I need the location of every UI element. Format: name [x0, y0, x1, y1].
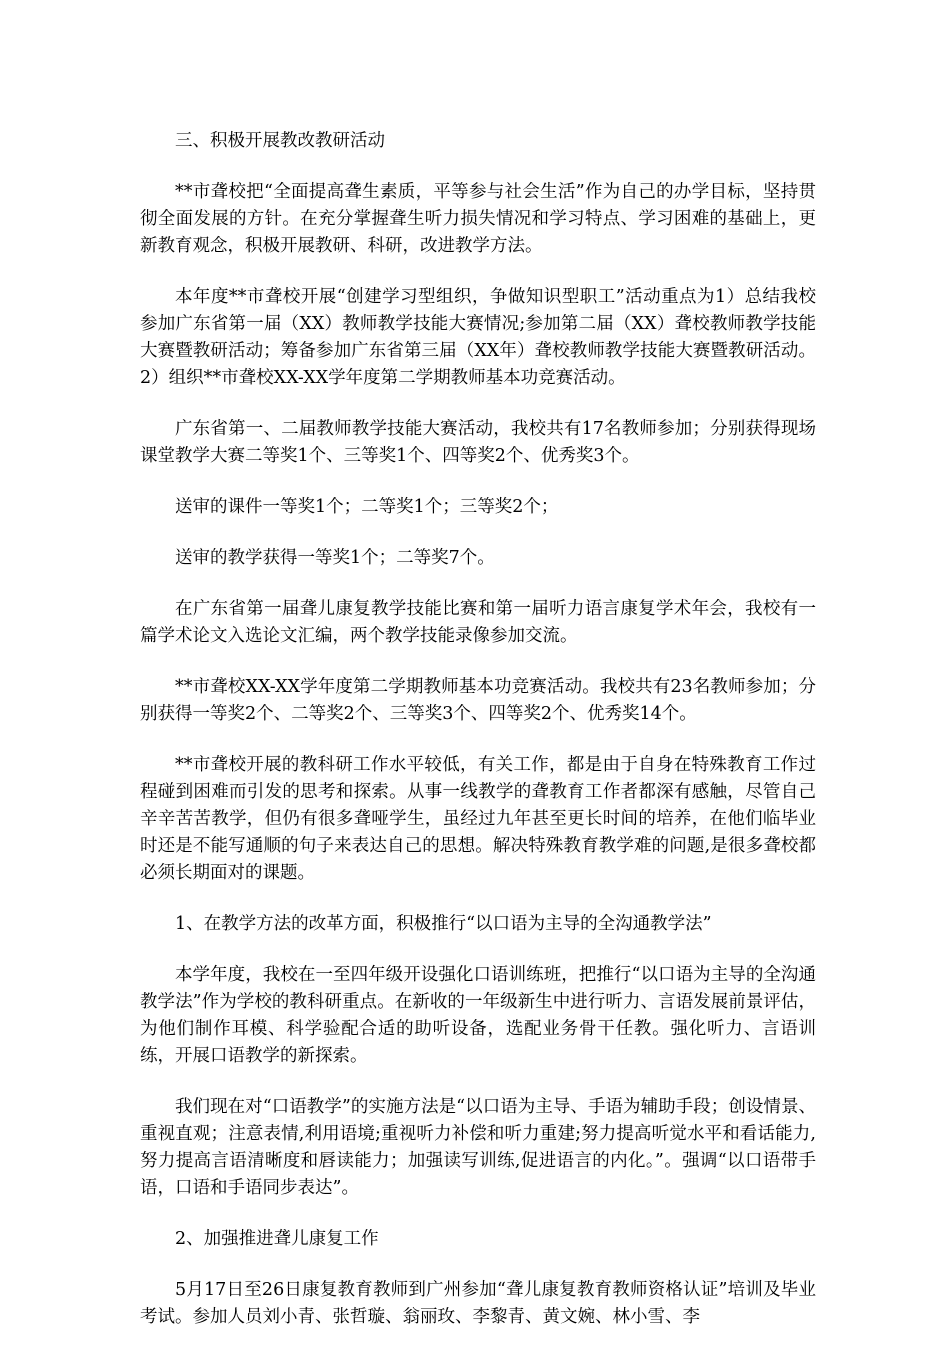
paragraph-rehab-training: 5月17日至26日康复教育教师到广州参加“聋儿康复教育教师资格认证”培训及毕业考试。参加人员刘小青、张哲璇、翁丽玫、李黎青、黄文婉、林小雪、李 — [140, 1280, 816, 1327]
paragraph-annual-activities: 本年度**市聋校开展“创建学习型组织，争做知识型职工”活动重点为1）总结我校参加广东省第一届（XX）教师教学技能大赛情况;参加第二届（XX）聋校教师教学技能大赛暨教研活动；筹备参加广东省第三届（XX年）聋校教师教学技能大赛暨教研活动。2）组织**市聋校XX-XX学年度第二学期教师基本功竞赛活动。 — [140, 287, 816, 388]
paragraph-oral-training: 本学年度，我校在一至四年级开设强化口语训练班，把推行“以口语为主导的全沟通教学法”作为学校的教科研重点。在新收的一年级新生中进行听力、言语发展前景评估，为他们制作耳模、科学验配合适的助听设备，选配业务骨干任教。强化听力、言语训练，开展口语教学的新探索。 — [140, 965, 816, 1066]
paragraph-research-level: **市聋校开展的教科研工作水平较低，有关工作，都是由于自身在特殊教育工作过程碰到困难而引发的思考和探索。从事一线教学的聋教育工作者都深有感触，尽管自己辛辛苦苦教学，但仍有很多聋哑学生，虽经过九年甚至更长时间的培养，在他们临毕业时还是不能写通顺的句子来表达自己的思想。解决特殊教育教学难的问题,是很多聋校都必须长期面对的课题。 — [140, 755, 816, 883]
subheading-rehab-work: 2、加强推进聋儿康复工作 — [175, 1229, 379, 1249]
paragraph-courseware-awards: 送审的课件一等奖1个；二等奖1个；三等奖2个； — [175, 497, 559, 517]
document-body — [140, 128, 816, 1355]
paragraph-school-goal: **市聋校把“全面提高聋生素质，平等参与社会生活”作为自己的办学目标，坚持贯彻全面发展的方针。在充分掌握聋生听力损失情况和学习特点、学习困难的基础上，更新教育观念，积极开展教研、科研，改进教学方法。 — [140, 182, 816, 256]
section-heading: 三、积极开展教改教研活动 — [175, 131, 385, 151]
paragraph-teaching-awards: 送审的教学获得一等奖1个；二等奖7个。 — [175, 548, 495, 568]
subheading-teaching-method: 1、在教学方法的改革方面，积极推行“以口语为主导的全沟通教学法” — [175, 914, 712, 934]
paragraph-contest-results: 广东省第一、二届教师教学技能大赛活动，我校共有17名教师参加；分别获得现场课堂教学大赛二等奖1个、三等奖1个、四等奖2个、优秀奖3个。 — [140, 419, 816, 466]
paragraph-basic-skills-contest: **市聋校XX-XX学年度第二学期教师基本功竞赛活动。我校共有23名教师参加；分别获得一等奖2个、二等奖2个、三等奖3个、四等奖2个、优秀奖14个。 — [140, 677, 816, 724]
paragraph-oral-method: 我们现在对“口语教学”的实施方法是“以口语为主导、手语为辅助手段；创设情景、重视直观；注意表情,利用语境;重视听力补偿和听力重建;努力提高听觉水平和看话能力,努力提高言语清晰度和唇读能力；加强读写训练,促进语言的内化。”。强调“以口语带手语，口语和手语同步表达”。 — [140, 1097, 816, 1198]
paragraph-rehab-contest: 在广东省第一届聋儿康复教学技能比赛和第一届听力语言康复学术年会，我校有一篇学术论文入选论文汇编，两个教学技能录像参加交流。 — [140, 599, 816, 646]
